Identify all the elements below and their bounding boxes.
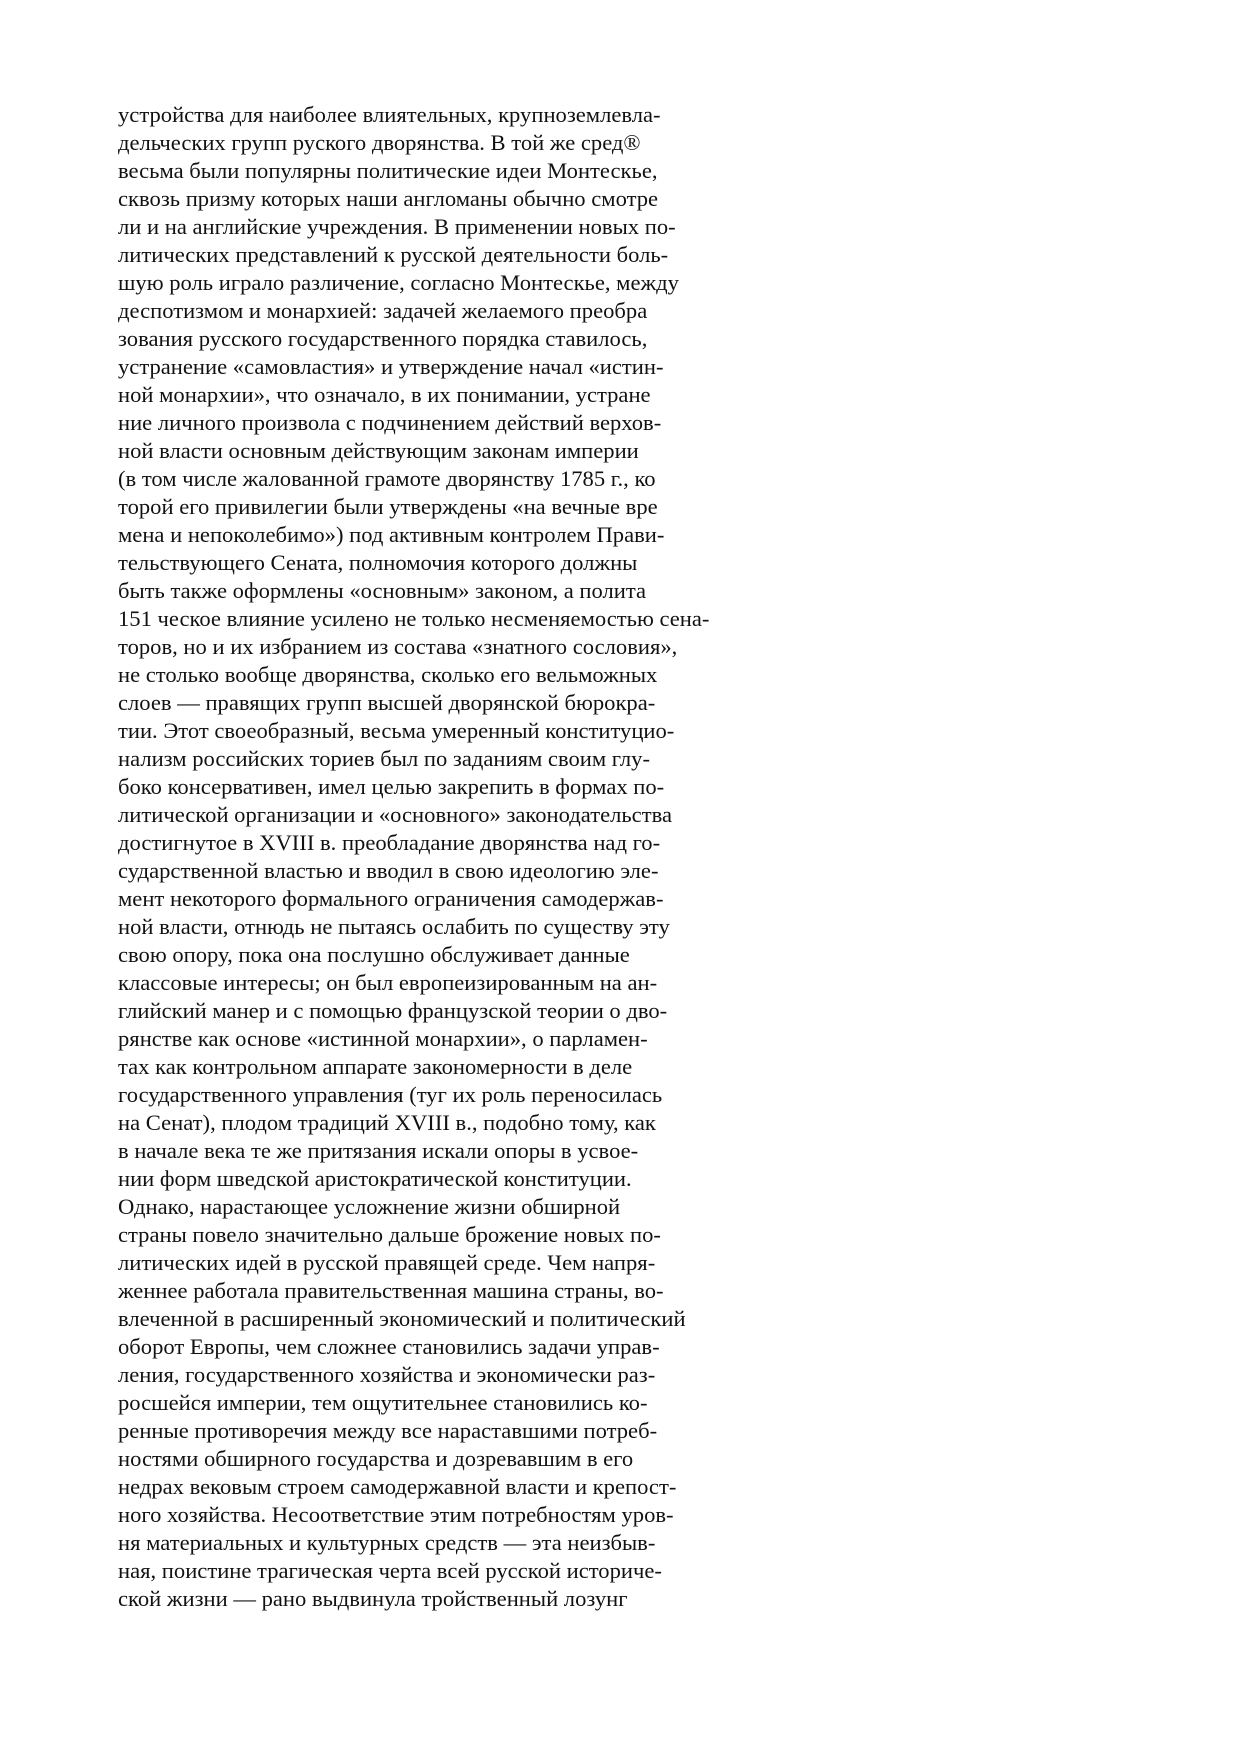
text-line: росшейся империи, тем ощутительнее становились ко- <box>118 1390 648 1415</box>
text-line: деспотизмом и монархией: задачей желаемого преобра <box>118 298 648 323</box>
text-line: рянстве как основе «истинной монархии», о парламен- <box>118 1026 648 1051</box>
text-line: ная, поистине трагическая черта всей русской историче- <box>118 1558 662 1583</box>
text-line: устройства для наиболее влиятельных, крупноземлевла- <box>118 102 661 127</box>
text-line: ня материальных и культурных средств — эта неизбыв- <box>118 1530 656 1555</box>
text-line: литических представлений к русской деятельности боль- <box>118 242 669 267</box>
text-line: классовые интересы; он был европеизированным на ан- <box>118 970 658 995</box>
text-line: боко консервативен, имел целью закрепить в формах по- <box>118 774 665 799</box>
text-line: сударственной властью и вводил в свою идеологию эле- <box>118 858 659 883</box>
text-line: торов, но и их избранием из состава «знатного сословия», <box>118 634 678 659</box>
text-line: мена и непоколебимо») под активным контролем Прави- <box>118 522 665 547</box>
text-line: весьма были популярны политические идеи Монтескье, <box>118 158 658 183</box>
text-line: ной монархии», что означало, в их понимании, устране <box>118 382 651 407</box>
text-line: зования русского государственного порядка ставилось, <box>118 326 648 351</box>
text-line: Однако, нарастающее усложнение жизни обширной <box>118 1194 621 1219</box>
text-line: торой его привилегии были утверждены «на вечные вре <box>118 494 658 519</box>
text-line: ной власти, отнюдь не пытаясь ослабить по существу эту <box>118 914 670 939</box>
text-line: ления, государственного хозяйства и экономически раз- <box>118 1362 656 1387</box>
text-line: недрах вековым строем самодержавной власти и крепост- <box>118 1474 677 1499</box>
text-line: ние личного произвола с подчинением действий верхов- <box>118 410 662 435</box>
text-line: (в том числе жалованной грамоте дворянству 1785 г., ко <box>118 466 656 491</box>
text-line: государственного управления (туг их роль переносилась <box>118 1082 663 1107</box>
text-line: не столько вообще дворянства, сколько его вельможных <box>118 662 658 687</box>
text-line: тии. Этот своеобразный, весьма умеренный конституцио- <box>118 718 675 743</box>
text-line: глийский манер и с помощью французской теории о дво- <box>118 998 668 1023</box>
text-line: быть также оформлены «основным» законом, а полита <box>118 578 647 603</box>
text-line: литических идей в русской правящей среде. Чем напря- <box>118 1250 656 1275</box>
text-line: 151 ческое влияние усилено не только несменяемостью сена- <box>118 606 710 631</box>
text-line: нии форм шведской аристократической конституции. <box>118 1166 632 1191</box>
text-line: сквозь призму которых наши англоманы обычно смотре <box>118 186 659 211</box>
text-line: ли и на английские учреждения. В применении новых по- <box>118 214 676 239</box>
text-line: шую роль играло различение, согласно Монтескье, между <box>118 270 679 295</box>
text-line: страны повело значительно дальше брожение новых по- <box>118 1222 661 1247</box>
text-line: ного хозяйства. Несоответствие этим потребностям уров- <box>118 1502 674 1527</box>
text-line: ностями обширного государства и дозревавшим в его <box>118 1446 634 1471</box>
text-line: устранение «самовластия» и утверждение начал «истин- <box>118 354 664 379</box>
text-line: влеченной в расширенный экономический и политический <box>118 1306 686 1331</box>
text-line: слоев — правящих групп высшей дворянской бюрокра- <box>118 690 656 715</box>
text-line: оборот Европы, чем сложнее становились задачи управ- <box>118 1334 660 1359</box>
text-line: женнее работала правительственная машина страны, во- <box>118 1278 664 1303</box>
text-line: нализм российских ториев был по заданиям своим глу- <box>118 746 651 771</box>
text-line: мент некоторого формального ограничения самодержав- <box>118 886 664 911</box>
text-line: в начале века те же притязания искали опоры в усвое- <box>118 1138 639 1163</box>
text-line: литической организации и «основного» законодательства <box>118 802 672 827</box>
text-line: дельческих групп руского дворянства. В той же сред® <box>118 130 641 155</box>
text-line: тах как контрольном аппарате закономерности в деле <box>118 1054 633 1079</box>
text-line: достигнутое в XVIII в. преобладание дворянства над го- <box>118 830 661 855</box>
text-line: ской жизни — рано выдвинула тройственный лозунг <box>118 1586 628 1611</box>
text-line: ной власти основным действующим законам империи <box>118 438 639 463</box>
text-line: на Сенат), плодом традиций XVIII в., подобно тому, как <box>118 1110 656 1135</box>
text-line: тельствующего Сената, полномочия которого должны <box>118 550 638 575</box>
text-line: ренные противоречия между все нараставшими потреб- <box>118 1418 658 1443</box>
text-line: свою опору, пока она послушно обслуживает данные <box>118 942 630 967</box>
